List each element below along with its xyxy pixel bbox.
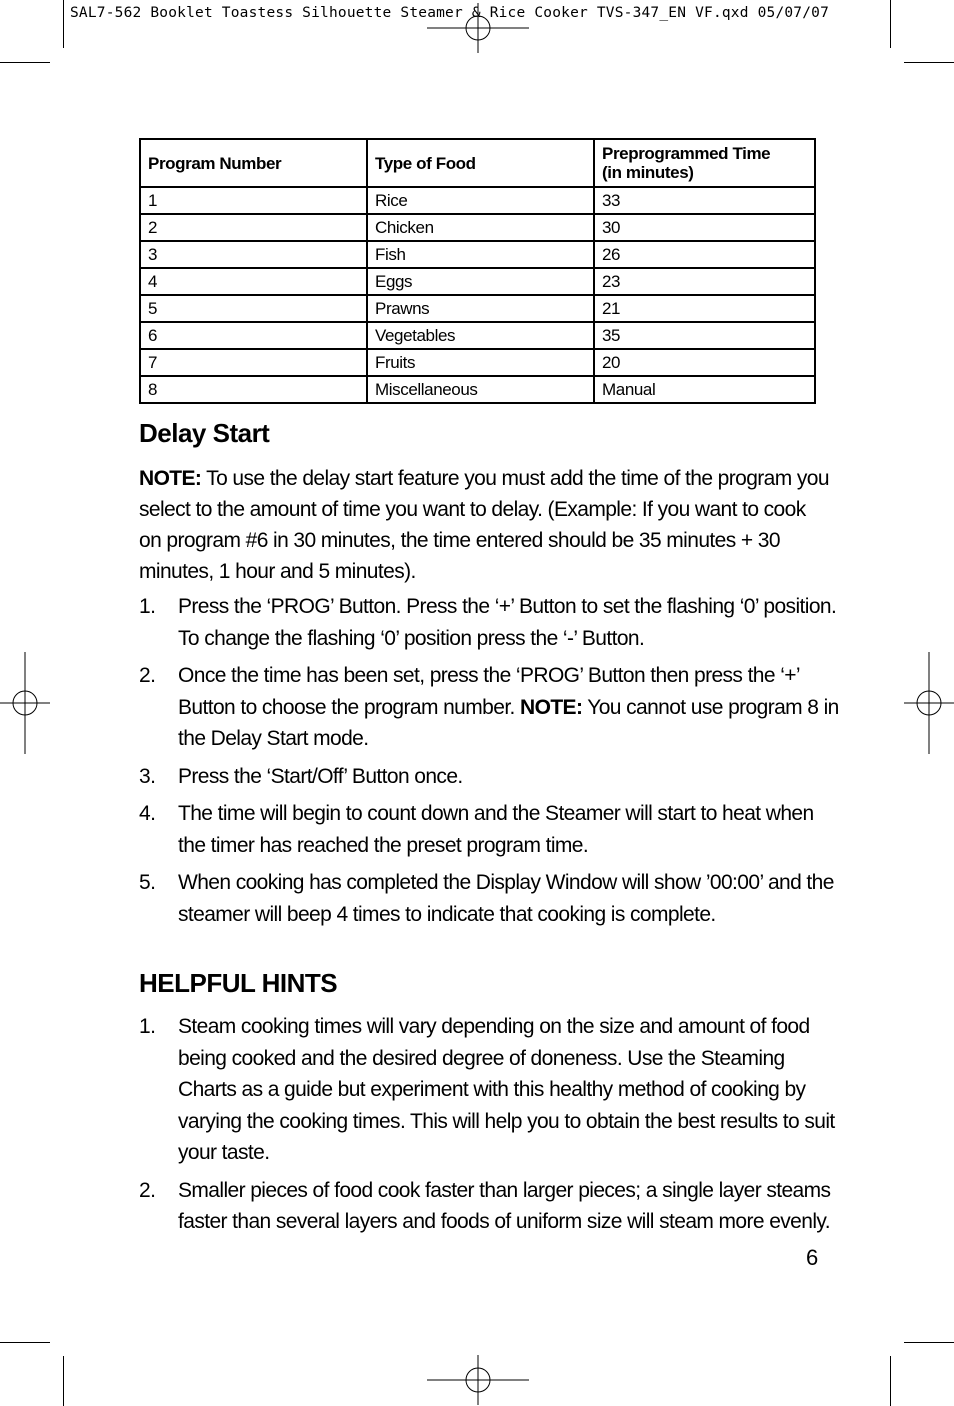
table-row [140,295,815,322]
crop-mark-bottom-left-v [63,1356,64,1406]
cell-program-number: 7 [140,349,367,376]
cell-time: 20 [594,349,815,376]
step-text-continued: You cannot use program 8 in the Delay Start mode. [178,695,839,750]
page-content [139,138,839,1244]
header-preprogrammed-time [594,139,815,187]
cell-time: Manual [594,376,815,403]
cell-food: Rice [367,187,594,214]
registration-mark-left-icon [0,652,50,754]
cell-time: 33 [594,187,815,214]
delay-start-note [139,463,829,587]
cell-program-number: 5 [140,295,367,322]
crop-mark-bottom-right-h [904,1342,954,1343]
header-type-of-food: Type of Food [367,139,594,187]
page-number: 6 [806,1245,819,1270]
step-number: 1. [139,595,156,618]
program-table [139,138,816,404]
cell-time: 23 [594,268,815,295]
cell-time: 30 [594,214,815,241]
table-row [140,349,815,376]
list-item [139,798,839,861]
cell-program-number: 1 [140,187,367,214]
header-program-number: Program Number [140,139,367,187]
printer-slug: SAL7-562 Booklet Toastess Silhouette Steamer & Rice Cooker TVS-347_EN VF.qxd 05/07/07 [70,5,830,21]
hint-text: Steam cooking times will vary depending on the size and amount of food being cooked and the desired degree of doneness. Use the Steaming Charts as a guide but experiment with this healthy method of cooking by varying the cooking times. This will help you to obtain the best results to suit your taste. [178,1015,835,1164]
helpful-hints-heading: HELPFUL HINTS [139,968,338,998]
crop-mark-top-right-v [890,0,891,48]
hint-number: 1. [139,1015,156,1038]
hint-number: 2. [139,1178,156,1202]
list-item [139,591,839,654]
table-row [140,187,815,214]
cell-program-number: 4 [140,268,367,295]
step-text: Once the time has been set, press the ‘PROG’ Button then press the ‘+’ Button to choose the program number. [178,664,800,719]
cell-program-number: 3 [140,241,367,268]
list-item [139,1175,839,1238]
step-note-label: NOTE: [520,695,583,719]
step-number: 3. [139,764,156,788]
hint-text: Smaller pieces of food cook faster than larger pieces; a single layer steams faster than several layers and foods of uniform size will steam more evenly. [178,1178,831,1233]
helpful-hints-list [139,1011,839,1238]
cell-program-number: 6 [140,322,367,349]
header-time-line-1: Preprogrammed Time [602,144,771,163]
cell-program-number: 2 [140,214,367,241]
table-row [140,214,815,241]
cell-food: Miscellaneous [367,376,594,403]
table-row [140,268,815,295]
table-row [140,241,815,268]
step-number: 2. [139,664,156,687]
delay-start-steps [139,591,839,930]
registration-mark-bottom-icon [427,1355,529,1405]
cell-food: Eggs [367,268,594,295]
step-number: 5. [139,871,156,894]
cell-food: Prawns [367,295,594,322]
cell-time: 26 [594,241,815,268]
list-item [139,660,839,755]
cell-food: Vegetables [367,322,594,349]
crop-mark-top-right-h [904,62,954,63]
note-label: NOTE: [139,467,202,490]
list-item [139,867,839,930]
crop-mark-top-left-h [0,62,50,63]
step-text: The time will begin to count down and the Steamer will start to heat when the timer has reached the preset program time. [178,802,814,857]
list-item [139,1011,839,1169]
header-time-line-2: (in minutes) [602,163,694,182]
crop-mark-bottom-left-h [0,1342,50,1343]
step-text: When cooking has completed the Display Window will show ’00:00’ and the steamer will beep 4 times to indicate that cooking is complete. [178,871,834,926]
list-item [139,761,839,793]
crop-mark-bottom-right-v [890,1356,891,1406]
step-text: Press the ‘Start/Off’ Button once. [178,764,463,788]
table-row [140,376,815,403]
registration-mark-top-icon [427,3,529,53]
cell-time: 35 [594,322,815,349]
cell-food: Chicken [367,214,594,241]
table-row [140,322,815,349]
delay-start-heading: Delay Start [139,418,270,448]
cell-time: 21 [594,295,815,322]
cell-program-number: 8 [140,376,367,403]
note-text: To use the delay start feature you must add the time of the program you select to the amount of time you want to delay. (Example: If you want to cook on program #6 in 30 minutes, the time entered should be 35 minutes + 30 minutes, 1 hour and 5 minutes). [139,467,829,583]
step-number: 4. [139,802,156,825]
cell-food: Fruits [367,349,594,376]
table-header-row [140,139,815,187]
cell-food: Fish [367,241,594,268]
step-text: Press the ‘PROG’ Button. Press the ‘+’ Button to set the flashing ‘0’ position. To change the flashing ‘0’ position press the ‘-’ Button. [178,595,837,650]
crop-mark-top-left-v [63,0,64,48]
registration-mark-right-icon [904,652,954,754]
